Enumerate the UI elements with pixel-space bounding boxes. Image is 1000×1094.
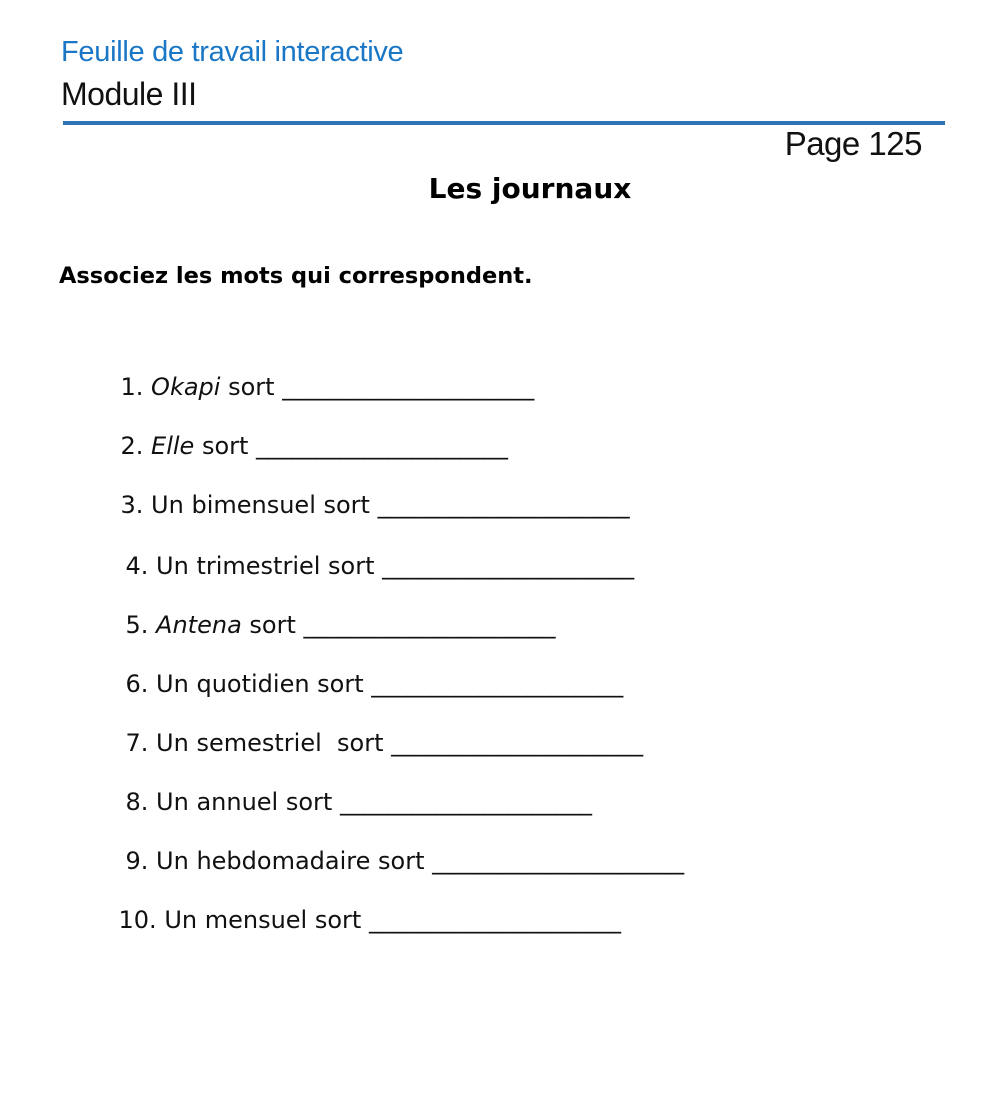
item-text: Un trimestriel sort: [156, 552, 383, 580]
item-number: 2.: [120, 432, 152, 460]
answer-blank[interactable]: _____________________: [339, 788, 592, 816]
item-number: 7.: [125, 729, 157, 757]
item-number: 5.: [125, 611, 157, 639]
worksheet-brand-title: Feuille de travail interactive: [61, 36, 404, 68]
module-label: Module III: [61, 76, 197, 112]
exercise-item: [88, 875, 621, 965]
page-number: Page 125: [784, 125, 922, 162]
instruction-text: Associez les mots qui correspondent.: [59, 263, 533, 289]
page-title: Les journaux: [428, 172, 632, 205]
item-number: 10.: [118, 906, 165, 934]
item-italic-term: Okapi: [151, 373, 221, 401]
item-italic-term: Antena: [156, 611, 242, 639]
answer-blank[interactable]: _____________________: [368, 906, 621, 934]
answer-blank[interactable]: _____________________: [371, 670, 624, 698]
item-text: sort: [194, 432, 257, 460]
answer-blank[interactable]: _____________________: [432, 847, 685, 875]
answer-blank[interactable]: _____________________: [282, 373, 535, 401]
item-text: Un semestriel sort: [156, 729, 392, 757]
item-number: 6.: [125, 670, 157, 698]
item-number: 9.: [125, 847, 157, 875]
item-number: 8.: [125, 788, 157, 816]
item-text: Un bimensuel sort: [151, 491, 378, 519]
item-number: 4.: [125, 552, 157, 580]
item-italic-term: Elle: [151, 432, 195, 460]
answer-blank[interactable]: _____________________: [382, 552, 635, 580]
item-number: 3.: [120, 491, 152, 519]
item-text: Un hebdomadaire sort: [156, 847, 433, 875]
answer-blank[interactable]: _____________________: [391, 729, 644, 757]
item-number: 1.: [120, 373, 152, 401]
item-text: Un quotidien sort: [156, 670, 372, 698]
item-text: Un annuel sort: [156, 788, 340, 816]
answer-blank[interactable]: _____________________: [256, 432, 509, 460]
item-text: sort: [241, 611, 304, 639]
answer-blank[interactable]: _____________________: [303, 611, 556, 639]
item-text: Un mensuel sort: [164, 906, 369, 934]
answer-blank[interactable]: _____________________: [377, 491, 630, 519]
item-text: sort: [220, 373, 283, 401]
